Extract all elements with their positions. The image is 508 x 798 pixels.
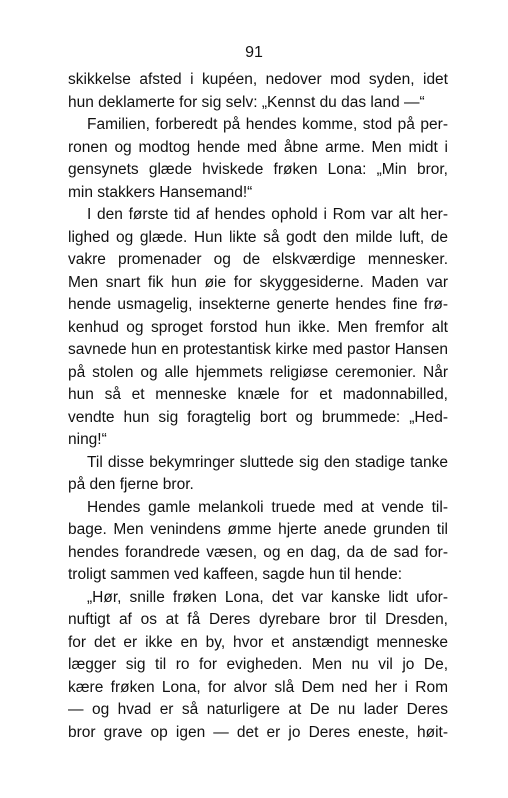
text-line: hun deklamerte for sig selv: „Kennst du das land —“ (68, 93, 425, 111)
text-line: troligt sammen ved kaffeen, sagde hun til hende: (68, 566, 403, 583)
text-line: på den fjerne bror. (68, 476, 194, 493)
text-line: vakre promenader og de elskværdige mennesker. (68, 251, 448, 268)
text-line: „Hør, snille frøken Lona, det var kanske lidt ufor- (87, 588, 448, 606)
text-line: skikkelse afsted i kupéen, nedover mod syden, idet (68, 71, 448, 88)
page-number: 91 (245, 44, 263, 61)
text-line: kære frøken Lona, for alvor slå Dem ned her i Rom (68, 678, 448, 696)
text-line: — og hvad er så naturligere at De nu lader Deres (68, 701, 448, 718)
text-line: Til disse bekymringer sluttede sig den stadige tanke (87, 453, 448, 471)
text-line: I den første tid af hendes ophold i Rom var alt her- (87, 206, 448, 223)
text-line: Familien, forberedt på hendes komme, stod på per- (87, 116, 448, 133)
text-line: for det er ikke en by, hvor et anstændigt menneske (68, 633, 448, 651)
text-line: Men snart fik hun øie for skyggesiderne. Maden var (68, 273, 448, 291)
text-line: min stakkers Hansemand!“ (68, 183, 253, 201)
text-line: ning!“ (68, 431, 107, 448)
text-line: ronen og modtog hende med åbne arme. Men midt i (68, 138, 448, 156)
text-line: Hendes gamle melankoli truede med at vende til- (87, 498, 448, 516)
text-line: nuftigt af os at få Deres dyrebare bror til Dresden, (68, 611, 448, 628)
text-line: bror grave op igen — det er jo Deres eneste, høit- (68, 723, 448, 741)
text-line: lægger sig til ro for evigheden. Men nu vil jo De, (68, 656, 448, 673)
text-line: kenhud og sproget forstod hun ikke. Men fremfor alt (68, 318, 448, 336)
text-line: på stolen og alle hjemmets religiøse ceremonier. Når (68, 363, 448, 381)
text-line: bage. Men venindens ømme hjerte anede grunden til (68, 521, 448, 538)
text-line: savnede hun en protestantisk kirke med pastor Hansen (68, 341, 448, 358)
text-line: gensynets glæde hviskede frøken Lona: „Min bror, (68, 161, 448, 178)
text-line: hende usmagelig, insekterne generte hendes fine frø- (68, 296, 448, 313)
text-line: vendte hun sig foragtelig bort og brummede: „Hed- (68, 408, 448, 426)
text-line: lighed og glæde. Hun likte så godt den milde luft, de (68, 228, 448, 246)
text-line: hendes forandrede væsen, og en dag, da de sad for- (68, 543, 448, 561)
body-text (68, 69, 448, 744)
text-line: hun så et menneske knæle for et madonnabilled, (68, 386, 448, 403)
